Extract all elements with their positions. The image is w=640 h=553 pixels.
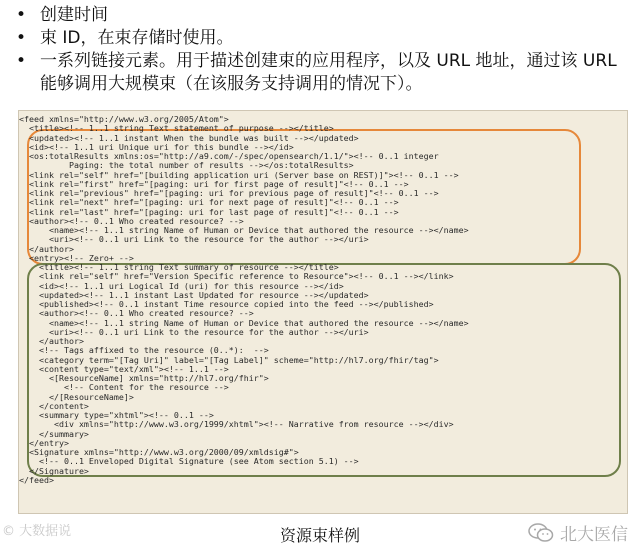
code-line: <link rel="next" href="[paging: uri for next page of result]"<!-- 0..1 --> [19, 197, 399, 208]
code-line: <entry><!-- Zero+ --> [19, 252, 134, 263]
code-line: <uri><!-- 0..1 uri Link to the resource for the author --></uri> [19, 234, 369, 245]
bullet-text: 一系列链接元素。用于描述创建束的应用程序，以及 URL 地址，通过该 URL 能够调用大规模束（在该服务支持调用的情况下）。 [40, 51, 617, 94]
code-line: <content type="text/xml"><!-- 1..1 --> [19, 363, 229, 374]
bullet-marker: • [16, 28, 27, 48]
bullet-text: 创建时间 [40, 5, 108, 25]
code-line: </author> [19, 336, 84, 346]
code-line: Paging: the total number of results --></os:totalResults> [19, 160, 354, 171]
watermark-right [528, 520, 628, 545]
code-line: <os:totalResults xmlns:os="http://a9.com/-/spec/opensearch/1.1/"><!-- 0..1 integer [19, 151, 439, 161]
bullet-text: 束 ID，在束存储时使用。 [40, 28, 234, 48]
code-line: <id><!-- 1..1 uri Unique uri for this bundle --></id> [19, 141, 294, 152]
code-line: </feed> [19, 474, 54, 485]
bullet-marker: • [16, 51, 27, 71]
code-line: <link rel="self" href="Version Specific reference to Resource"><!-- 0..1 --></link> [19, 271, 454, 282]
code-line: <name><!-- 1..1 string Name of Human or Device that authored the resource --></name> [19, 225, 469, 235]
bullet-list [12, 4, 632, 96]
code-line: <summary type="xhtml"><!-- 0..1 --> [19, 410, 214, 420]
code-line: <link rel="self" href="[building application uri (Server base on REST)]"><!-- 0..1 --> [19, 169, 459, 180]
bullet-item [12, 27, 632, 50]
code-line: <feed xmlns="http://www.w3.org/2005/Atom"> [19, 114, 229, 124]
code-line: <updated><!-- 1..1 instant Last Updated for resource --></updated> [19, 289, 369, 300]
code-line: <author><!-- 0..1 Who created resource? --> [19, 308, 254, 319]
bullet-item [12, 50, 632, 96]
xml-code-block [19, 115, 469, 485]
code-line: <!-- 0..1 Enveloped Digital Signature (see Atom section 5.1) --> [19, 456, 359, 467]
watermark-right-text: 北大医信 [560, 525, 628, 545]
code-line: <!-- Content for the resource --> [19, 382, 229, 393]
bullet-marker: • [16, 5, 27, 25]
code-line: <link rel="last" href="[paging: uri for last page of result]"<!-- 0..1 --> [19, 206, 399, 217]
code-sample-panel [18, 110, 628, 514]
code-line: <link rel="first" href="[paging: uri for first page of result]"<!-- 0..1 --> [19, 178, 409, 189]
code-line: </Signature> [19, 465, 89, 476]
code-line: <updated><!-- 1..1 instant When the bundle was built --></updated> [19, 132, 359, 143]
code-line: <div xmlns="http://www.w3.org/1999/xhtml"><!-- Narrative from resource --></div> [19, 419, 454, 430]
code-line: <author><!-- 0..1 Who created resource? --> [19, 215, 244, 226]
code-line: </author> [19, 243, 74, 254]
code-line: <title><!-- 1..1 string Text statement of purpose --></title> [19, 123, 334, 134]
code-line: <title><!-- 1..1 string Text summary of resource --></title> [19, 262, 339, 272]
code-line: <!-- Tags affixed to the resource (0..*): --> [19, 345, 269, 356]
code-line: </content> [19, 400, 89, 411]
code-line: <Signature xmlns="http://www.w3.org/2000/09/xmldsig#"> [19, 447, 299, 457]
code-line: <[ResourceName] xmlns="http://hl7.org/fhir"> [19, 373, 269, 383]
code-line: <category term="[Tag Uri]" label="[Tag Label]" scheme="http://hl7.org/fhir/tag"> [19, 354, 439, 365]
code-line: <name><!-- 1..1 string Name of Human or Device that authored the resource --></name> [19, 317, 469, 328]
code-line: </[ResourceName]> [19, 391, 134, 402]
code-line: </entry> [19, 437, 69, 448]
code-line: </summary> [19, 428, 89, 439]
watermark-left: © 大数据说 [2, 524, 72, 539]
bullet-item [12, 4, 632, 27]
figure-caption: 资源束样例 [279, 526, 360, 545]
code-line: <link rel="previous" href="[paging: uri for previous page of result]"<!-- 0..1 --> [19, 188, 439, 198]
code-line: <id><!-- 1..1 uri Logical Id (uri) for this resource --></id> [19, 280, 344, 291]
wechat-icon [528, 523, 554, 543]
code-line: <published><!-- 0..1 instant Time resource copied into the feed --></published> [19, 299, 434, 309]
code-line: <uri><!-- 0..1 uri Link to the resource for the author --></uri> [19, 326, 369, 337]
